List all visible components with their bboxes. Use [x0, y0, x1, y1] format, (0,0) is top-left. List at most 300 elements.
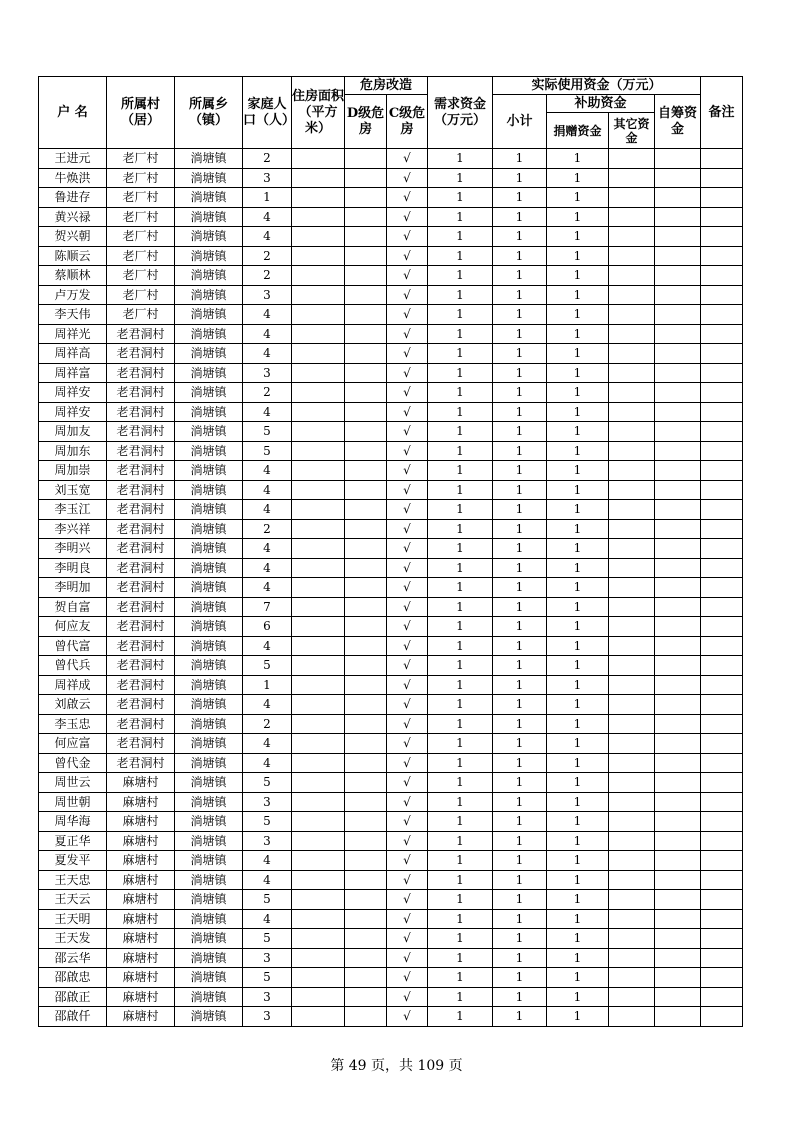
cell-village: 老君洞村	[107, 441, 175, 461]
cell-subtotal: 1	[493, 168, 547, 188]
cell-household-size: 3	[243, 1007, 292, 1027]
cell-house-area	[292, 383, 345, 403]
cell-level-c: √	[387, 285, 428, 305]
cell-level-c: √	[387, 363, 428, 383]
cell-town: 淌塘镇	[175, 246, 243, 266]
header-level-c: C级危房	[387, 95, 428, 149]
cell-self-raised	[655, 207, 701, 227]
cell-town: 淌塘镇	[175, 519, 243, 539]
cell-town: 淌塘镇	[175, 636, 243, 656]
cell-level-d	[345, 402, 387, 422]
cell-funds-needed: 1	[428, 734, 493, 754]
cell-other-funds	[609, 480, 655, 500]
cell-funds-needed: 1	[428, 480, 493, 500]
cell-village: 老君洞村	[107, 578, 175, 598]
cell-name: 蔡顺林	[39, 266, 107, 286]
cell-funds-needed: 1	[428, 909, 493, 929]
cell-town: 淌塘镇	[175, 168, 243, 188]
cell-funds-needed: 1	[428, 597, 493, 617]
cell-funds-needed: 1	[428, 246, 493, 266]
cell-other-funds	[609, 753, 655, 773]
cell-subtotal: 1	[493, 714, 547, 734]
cell-house-area	[292, 597, 345, 617]
cell-level-c: √	[387, 617, 428, 637]
cell-house-area	[292, 227, 345, 247]
cell-house-area	[292, 636, 345, 656]
cell-level-d	[345, 324, 387, 344]
cell-self-raised	[655, 734, 701, 754]
cell-donated: 1	[547, 890, 609, 910]
cell-level-c: √	[387, 266, 428, 286]
cell-self-raised	[655, 188, 701, 208]
cell-self-raised	[655, 285, 701, 305]
cell-village: 老君洞村	[107, 402, 175, 422]
cell-town: 淌塘镇	[175, 266, 243, 286]
cell-funds-needed: 1	[428, 695, 493, 715]
cell-level-c: √	[387, 773, 428, 793]
cell-donated: 1	[547, 714, 609, 734]
cell-funds-needed: 1	[428, 773, 493, 793]
cell-house-area	[292, 831, 345, 851]
cell-self-raised	[655, 831, 701, 851]
cell-remarks	[701, 578, 743, 598]
cell-level-c: √	[387, 207, 428, 227]
cell-self-raised	[655, 890, 701, 910]
cell-funds-needed: 1	[428, 792, 493, 812]
cell-name: 王进元	[39, 149, 107, 169]
cell-funds-needed: 1	[428, 851, 493, 871]
cell-funds-needed: 1	[428, 149, 493, 169]
cell-town: 淌塘镇	[175, 968, 243, 988]
cell-house-area	[292, 344, 345, 364]
cell-name: 曾代金	[39, 753, 107, 773]
table-row	[39, 617, 743, 637]
cell-donated: 1	[547, 519, 609, 539]
cell-name: 周世云	[39, 773, 107, 793]
table-row	[39, 851, 743, 871]
cell-donated: 1	[547, 500, 609, 520]
cell-other-funds	[609, 617, 655, 637]
cell-self-raised	[655, 480, 701, 500]
table-row	[39, 675, 743, 695]
cell-funds-needed: 1	[428, 636, 493, 656]
cell-other-funds	[609, 383, 655, 403]
cell-house-area	[292, 324, 345, 344]
cell-self-raised	[655, 519, 701, 539]
cell-remarks	[701, 324, 743, 344]
cell-subtotal: 1	[493, 227, 547, 247]
cell-level-d	[345, 968, 387, 988]
cell-subtotal: 1	[493, 851, 547, 871]
cell-level-d	[345, 987, 387, 1007]
cell-funds-needed: 1	[428, 558, 493, 578]
cell-village: 老君洞村	[107, 734, 175, 754]
cell-town: 淌塘镇	[175, 695, 243, 715]
cell-household-size: 2	[243, 149, 292, 169]
cell-town: 淌塘镇	[175, 714, 243, 734]
cell-level-d	[345, 578, 387, 598]
cell-name: 王天忠	[39, 870, 107, 890]
cell-other-funds	[609, 792, 655, 812]
table-row	[39, 890, 743, 910]
cell-level-d	[345, 734, 387, 754]
cell-funds-needed: 1	[428, 1007, 493, 1027]
cell-village: 老厂村	[107, 266, 175, 286]
cell-self-raised	[655, 363, 701, 383]
cell-level-d	[345, 422, 387, 442]
cell-household-size: 4	[243, 324, 292, 344]
cell-other-funds	[609, 188, 655, 208]
cell-village: 老君洞村	[107, 422, 175, 442]
cell-household-size: 4	[243, 870, 292, 890]
cell-level-c: √	[387, 246, 428, 266]
cell-name: 李明良	[39, 558, 107, 578]
cell-subtotal: 1	[493, 558, 547, 578]
cell-village: 麻塘村	[107, 929, 175, 949]
table-row	[39, 909, 743, 929]
cell-level-d	[345, 188, 387, 208]
cell-house-area	[292, 578, 345, 598]
cell-level-d	[345, 383, 387, 403]
cell-donated: 1	[547, 188, 609, 208]
cell-household-size: 4	[243, 461, 292, 481]
cell-name: 陈顺云	[39, 246, 107, 266]
cell-household-size: 4	[243, 578, 292, 598]
cell-subtotal: 1	[493, 792, 547, 812]
cell-village: 老君洞村	[107, 539, 175, 559]
cell-remarks	[701, 987, 743, 1007]
cell-subtotal: 1	[493, 422, 547, 442]
cell-self-raised	[655, 266, 701, 286]
cell-level-d	[345, 519, 387, 539]
cell-remarks	[701, 558, 743, 578]
cell-funds-needed: 1	[428, 441, 493, 461]
cell-household-size: 2	[243, 246, 292, 266]
cell-village: 老君洞村	[107, 500, 175, 520]
cell-subtotal: 1	[493, 636, 547, 656]
cell-level-c: √	[387, 227, 428, 247]
cell-village: 麻塘村	[107, 948, 175, 968]
cell-village: 老君洞村	[107, 753, 175, 773]
cell-village: 麻塘村	[107, 792, 175, 812]
cell-level-c: √	[387, 870, 428, 890]
cell-level-d	[345, 168, 387, 188]
cell-house-area	[292, 987, 345, 1007]
cell-remarks	[701, 461, 743, 481]
cell-household-size: 2	[243, 714, 292, 734]
cell-level-c: √	[387, 968, 428, 988]
cell-name: 周加东	[39, 441, 107, 461]
cell-house-area	[292, 441, 345, 461]
cell-other-funds	[609, 207, 655, 227]
cell-level-d	[345, 461, 387, 481]
cell-level-c: √	[387, 305, 428, 325]
cell-other-funds	[609, 695, 655, 715]
cell-self-raised	[655, 695, 701, 715]
cell-house-area	[292, 519, 345, 539]
table-row	[39, 968, 743, 988]
cell-village: 老君洞村	[107, 617, 175, 637]
cell-village: 麻塘村	[107, 831, 175, 851]
table-row	[39, 831, 743, 851]
cell-level-c: √	[387, 656, 428, 676]
cell-donated: 1	[547, 480, 609, 500]
cell-funds-needed: 1	[428, 363, 493, 383]
cell-name: 周华海	[39, 812, 107, 832]
cell-level-c: √	[387, 851, 428, 871]
cell-village: 老君洞村	[107, 383, 175, 403]
header-remarks: 备注	[701, 77, 743, 149]
cell-level-d	[345, 149, 387, 169]
cell-name: 曾代兵	[39, 656, 107, 676]
cell-household-size: 1	[243, 675, 292, 695]
cell-household-size: 3	[243, 948, 292, 968]
cell-level-d	[345, 773, 387, 793]
cell-house-area	[292, 773, 345, 793]
cell-donated: 1	[547, 305, 609, 325]
table-row	[39, 188, 743, 208]
cell-donated: 1	[547, 422, 609, 442]
cell-level-d	[345, 753, 387, 773]
cell-remarks	[701, 188, 743, 208]
cell-town: 淌塘镇	[175, 500, 243, 520]
cell-village: 麻塘村	[107, 1007, 175, 1027]
cell-name: 刘啟云	[39, 695, 107, 715]
cell-name: 李兴祥	[39, 519, 107, 539]
cell-name: 李明加	[39, 578, 107, 598]
cell-funds-needed: 1	[428, 227, 493, 247]
cell-remarks	[701, 422, 743, 442]
cell-name: 王天云	[39, 890, 107, 910]
cell-donated: 1	[547, 870, 609, 890]
cell-house-area	[292, 812, 345, 832]
cell-subtotal: 1	[493, 266, 547, 286]
cell-subtotal: 1	[493, 324, 547, 344]
cell-other-funds	[609, 344, 655, 364]
cell-other-funds	[609, 500, 655, 520]
cell-level-c: √	[387, 948, 428, 968]
table-row	[39, 539, 743, 559]
cell-funds-needed: 1	[428, 929, 493, 949]
cell-name: 夏正华	[39, 831, 107, 851]
cell-donated: 1	[547, 831, 609, 851]
cell-subtotal: 1	[493, 948, 547, 968]
cell-town: 淌塘镇	[175, 890, 243, 910]
cell-self-raised	[655, 168, 701, 188]
cell-funds-needed: 1	[428, 188, 493, 208]
cell-house-area	[292, 246, 345, 266]
cell-town: 淌塘镇	[175, 831, 243, 851]
cell-remarks	[701, 519, 743, 539]
cell-subtotal: 1	[493, 656, 547, 676]
cell-remarks	[701, 636, 743, 656]
cell-level-c: √	[387, 812, 428, 832]
cell-self-raised	[655, 227, 701, 247]
cell-remarks	[701, 246, 743, 266]
cell-remarks	[701, 597, 743, 617]
cell-village: 老厂村	[107, 207, 175, 227]
cell-self-raised	[655, 149, 701, 169]
cell-donated: 1	[547, 734, 609, 754]
cell-subtotal: 1	[493, 539, 547, 559]
table-row	[39, 422, 743, 442]
cell-other-funds	[609, 285, 655, 305]
cell-other-funds	[609, 812, 655, 832]
cell-house-area	[292, 285, 345, 305]
cell-level-c: √	[387, 597, 428, 617]
cell-donated: 1	[547, 909, 609, 929]
cell-remarks	[701, 695, 743, 715]
cell-other-funds	[609, 597, 655, 617]
table-row	[39, 168, 743, 188]
cell-level-c: √	[387, 519, 428, 539]
cell-town: 淌塘镇	[175, 773, 243, 793]
cell-name: 周祥高	[39, 344, 107, 364]
cell-other-funds	[609, 831, 655, 851]
cell-other-funds	[609, 734, 655, 754]
cell-subtotal: 1	[493, 968, 547, 988]
cell-level-c: √	[387, 558, 428, 578]
cell-donated: 1	[547, 753, 609, 773]
cell-subtotal: 1	[493, 578, 547, 598]
header-donated: 捐赠资金	[547, 113, 609, 149]
cell-household-size: 4	[243, 695, 292, 715]
table-row	[39, 246, 743, 266]
cell-level-c: √	[387, 987, 428, 1007]
cell-self-raised	[655, 714, 701, 734]
cell-remarks	[701, 617, 743, 637]
cell-funds-needed: 1	[428, 656, 493, 676]
cell-level-c: √	[387, 422, 428, 442]
header-funds-needed: 需求资金（万元）	[428, 77, 493, 149]
cell-donated: 1	[547, 441, 609, 461]
cell-funds-needed: 1	[428, 383, 493, 403]
cell-self-raised	[655, 656, 701, 676]
cell-self-raised	[655, 461, 701, 481]
cell-level-c: √	[387, 461, 428, 481]
cell-donated: 1	[547, 968, 609, 988]
cell-household-size: 3	[243, 168, 292, 188]
cell-household-size: 5	[243, 656, 292, 676]
cell-funds-needed: 1	[428, 890, 493, 910]
cell-funds-needed: 1	[428, 714, 493, 734]
cell-level-d	[345, 597, 387, 617]
cell-village: 老君洞村	[107, 714, 175, 734]
cell-village: 老君洞村	[107, 480, 175, 500]
cell-village: 老厂村	[107, 149, 175, 169]
cell-remarks	[701, 1007, 743, 1027]
cell-household-size: 4	[243, 851, 292, 871]
cell-self-raised	[655, 909, 701, 929]
cell-household-size: 2	[243, 383, 292, 403]
cell-household-size: 3	[243, 285, 292, 305]
table-row	[39, 558, 743, 578]
cell-self-raised	[655, 636, 701, 656]
table-row	[39, 792, 743, 812]
cell-house-area	[292, 695, 345, 715]
cell-funds-needed: 1	[428, 675, 493, 695]
cell-household-size: 4	[243, 500, 292, 520]
cell-level-d	[345, 305, 387, 325]
cell-village: 麻塘村	[107, 890, 175, 910]
cell-donated: 1	[547, 695, 609, 715]
header-self-raised: 自筹资金	[655, 95, 701, 149]
cell-village: 麻塘村	[107, 773, 175, 793]
cell-level-d	[345, 266, 387, 286]
cell-remarks	[701, 890, 743, 910]
cell-donated: 1	[547, 344, 609, 364]
cell-name: 鲁进存	[39, 188, 107, 208]
cell-level-c: √	[387, 792, 428, 812]
cell-level-d	[345, 441, 387, 461]
cell-house-area	[292, 188, 345, 208]
cell-donated: 1	[547, 675, 609, 695]
cell-self-raised	[655, 500, 701, 520]
cell-name: 卢万发	[39, 285, 107, 305]
cell-funds-needed: 1	[428, 870, 493, 890]
cell-level-d	[345, 851, 387, 871]
cell-house-area	[292, 207, 345, 227]
cell-subtotal: 1	[493, 149, 547, 169]
cell-subtotal: 1	[493, 207, 547, 227]
cell-funds-needed: 1	[428, 285, 493, 305]
cell-village: 老厂村	[107, 188, 175, 208]
cell-town: 淌塘镇	[175, 558, 243, 578]
cell-household-size: 4	[243, 402, 292, 422]
cell-subtotal: 1	[493, 812, 547, 832]
cell-other-funds	[609, 149, 655, 169]
cell-house-area	[292, 890, 345, 910]
cell-town: 淌塘镇	[175, 383, 243, 403]
cell-other-funds	[609, 441, 655, 461]
cell-town: 淌塘镇	[175, 1007, 243, 1027]
cell-name: 何应富	[39, 734, 107, 754]
cell-other-funds	[609, 987, 655, 1007]
cell-donated: 1	[547, 227, 609, 247]
cell-subtotal: 1	[493, 519, 547, 539]
cell-town: 淌塘镇	[175, 597, 243, 617]
cell-self-raised	[655, 929, 701, 949]
cell-donated: 1	[547, 168, 609, 188]
cell-remarks	[701, 168, 743, 188]
cell-funds-needed: 1	[428, 617, 493, 637]
cell-funds-needed: 1	[428, 519, 493, 539]
cell-level-d	[345, 344, 387, 364]
cell-self-raised	[655, 558, 701, 578]
table-row	[39, 500, 743, 520]
cell-subtotal: 1	[493, 480, 547, 500]
cell-household-size: 5	[243, 812, 292, 832]
cell-donated: 1	[547, 851, 609, 871]
cell-house-area	[292, 149, 345, 169]
cell-donated: 1	[547, 539, 609, 559]
cell-remarks	[701, 500, 743, 520]
cell-other-funds	[609, 909, 655, 929]
table-row	[39, 227, 743, 247]
cell-name: 李玉江	[39, 500, 107, 520]
header-other-funds: 其它资金	[609, 113, 655, 149]
cell-level-c: √	[387, 890, 428, 910]
cell-other-funds	[609, 636, 655, 656]
cell-self-raised	[655, 948, 701, 968]
cell-donated: 1	[547, 656, 609, 676]
cell-remarks	[701, 851, 743, 871]
housing-subsidy-table	[38, 76, 743, 1027]
cell-level-c: √	[387, 402, 428, 422]
cell-remarks	[701, 734, 743, 754]
table-row	[39, 363, 743, 383]
cell-other-funds	[609, 890, 655, 910]
